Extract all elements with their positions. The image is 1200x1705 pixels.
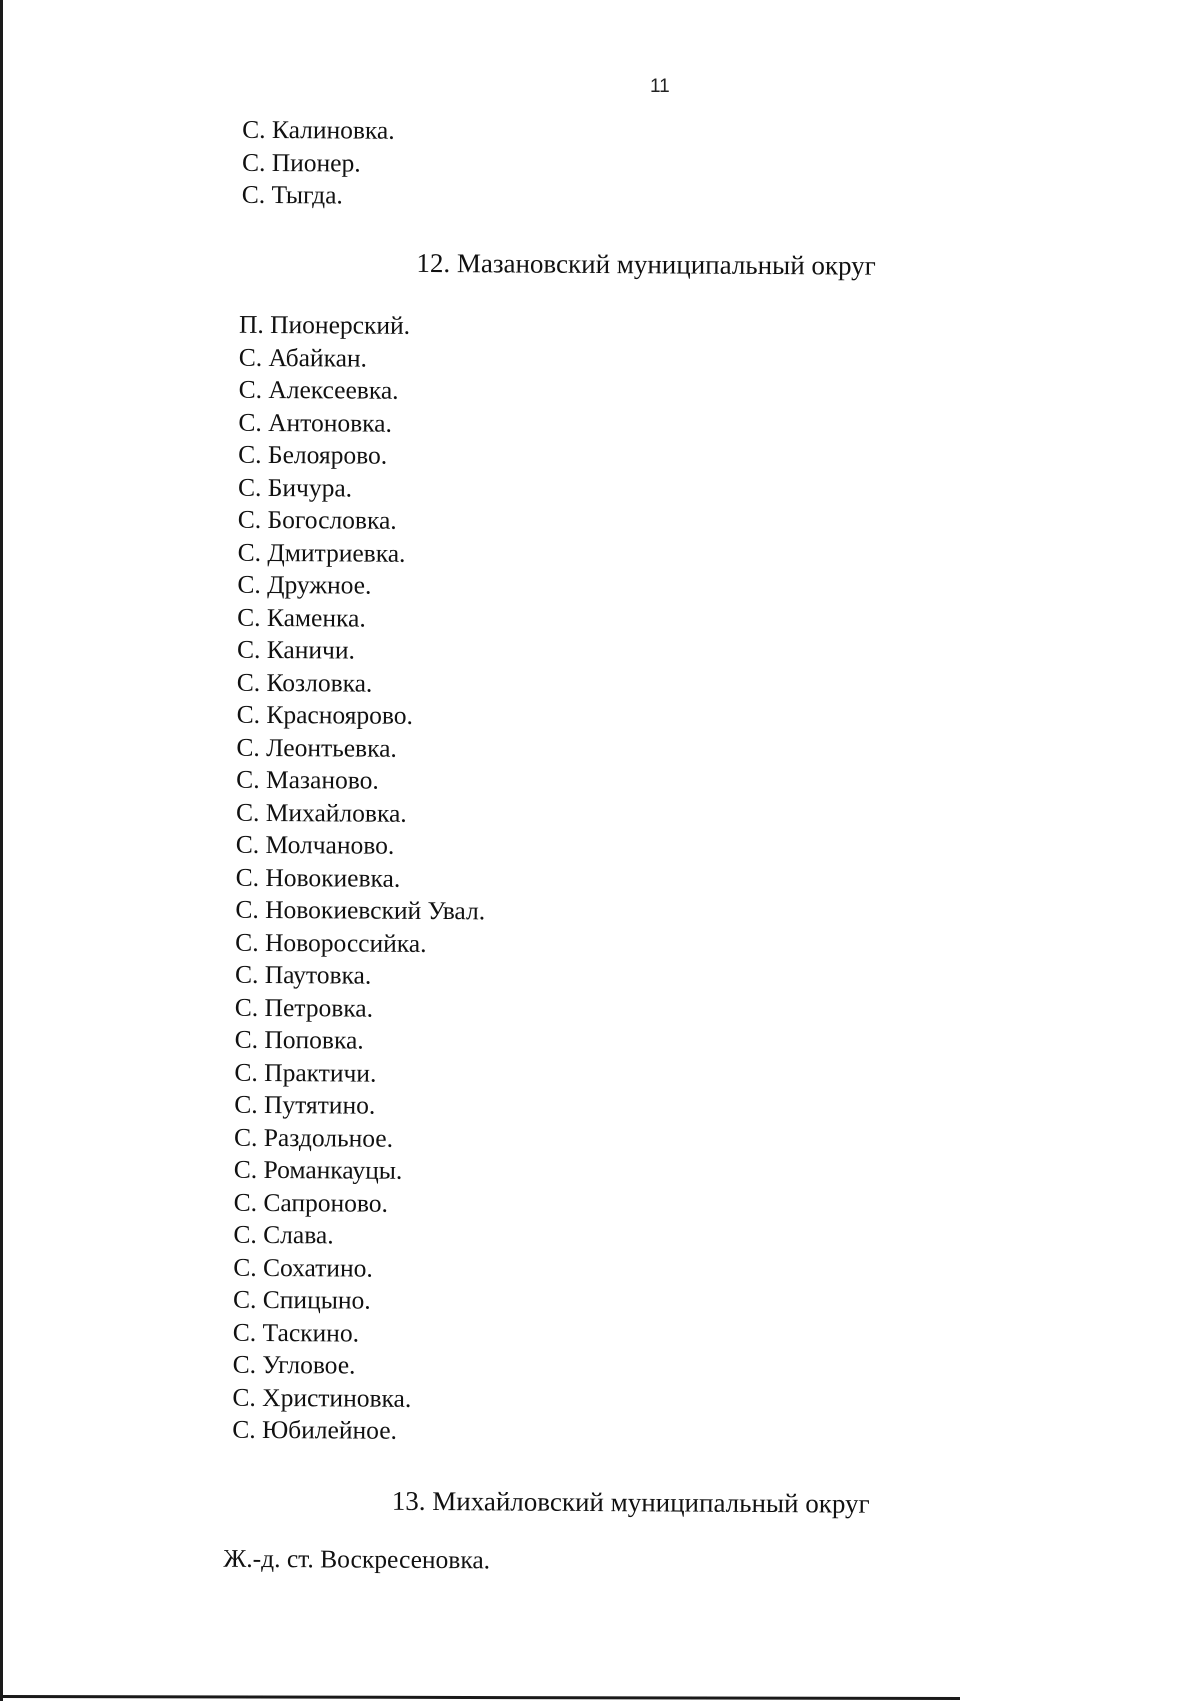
- list-item: С. Паутовка.: [234, 959, 372, 990]
- list-item: С. Калиновка.: [242, 114, 395, 145]
- list-item: С. Богословка.: [237, 504, 397, 535]
- page-number: 11: [650, 76, 670, 97]
- list-item: С. Дмитриевка.: [237, 537, 406, 568]
- list-item: С. Козловка.: [236, 667, 373, 698]
- list-item: С. Белоярово.: [238, 439, 388, 470]
- settlement-list-section-12: [232, 309, 489, 1448]
- list-item: С. Новокиевский Увал.: [235, 894, 486, 926]
- list-item: С. Михайловка.: [235, 797, 407, 828]
- list-item: П. Пионерский.: [238, 309, 411, 340]
- list-item: С. Путятино.: [234, 1089, 376, 1120]
- list-item: С. Пионер.: [241, 147, 361, 178]
- list-item: С. Бичура.: [237, 472, 353, 502]
- list-item: С. Романкауцы.: [233, 1154, 403, 1185]
- list-item: С. Новокиевка.: [235, 862, 401, 893]
- list-item: С. Поповка.: [234, 1024, 364, 1055]
- settlement-list-top: [242, 114, 395, 212]
- list-item: С. Абайкан.: [238, 342, 368, 373]
- list-item: С. Христиновка.: [232, 1382, 412, 1413]
- list-item: С. Практичи.: [234, 1057, 377, 1088]
- list-item: С. Петровка.: [234, 992, 374, 1023]
- list-item: С. Слава.: [233, 1219, 334, 1250]
- list-item: С. Спицыно.: [232, 1284, 371, 1315]
- list-item: С. Мазаново.: [236, 764, 379, 795]
- list-item: С. Угловое.: [232, 1349, 356, 1380]
- list-item: Ж.-д. ст. Воскресеновка.: [223, 1543, 491, 1575]
- list-item: С. Алексеевка.: [238, 374, 399, 405]
- list-item: С. Дружное.: [237, 569, 372, 600]
- settlement-list-section-13: [223, 1543, 490, 1577]
- list-item: С. Раздольное.: [233, 1122, 394, 1153]
- list-item: С. Антоновка.: [238, 407, 393, 438]
- list-item: С. Тыгда.: [241, 179, 343, 210]
- list-item: С. Таскино.: [232, 1317, 360, 1348]
- list-item: С. Молчаново.: [235, 829, 395, 860]
- list-item: С. Красноярово.: [236, 699, 414, 730]
- section-12-heading: 12. Мазановский муниципальный округ: [416, 247, 876, 281]
- list-item: С. Юбилейное.: [232, 1414, 398, 1445]
- list-item: С. Новороссийка.: [235, 927, 427, 958]
- list-item: С. Каменка.: [237, 602, 366, 633]
- list-item: С. Каничи.: [236, 634, 356, 665]
- list-item: С. Сапроново.: [233, 1187, 389, 1218]
- list-item: С. Сохатино.: [233, 1252, 373, 1283]
- list-item: С. Леонтьевка.: [236, 732, 397, 763]
- section-13-heading: 13. Михайловский муниципальный округ: [391, 1485, 870, 1519]
